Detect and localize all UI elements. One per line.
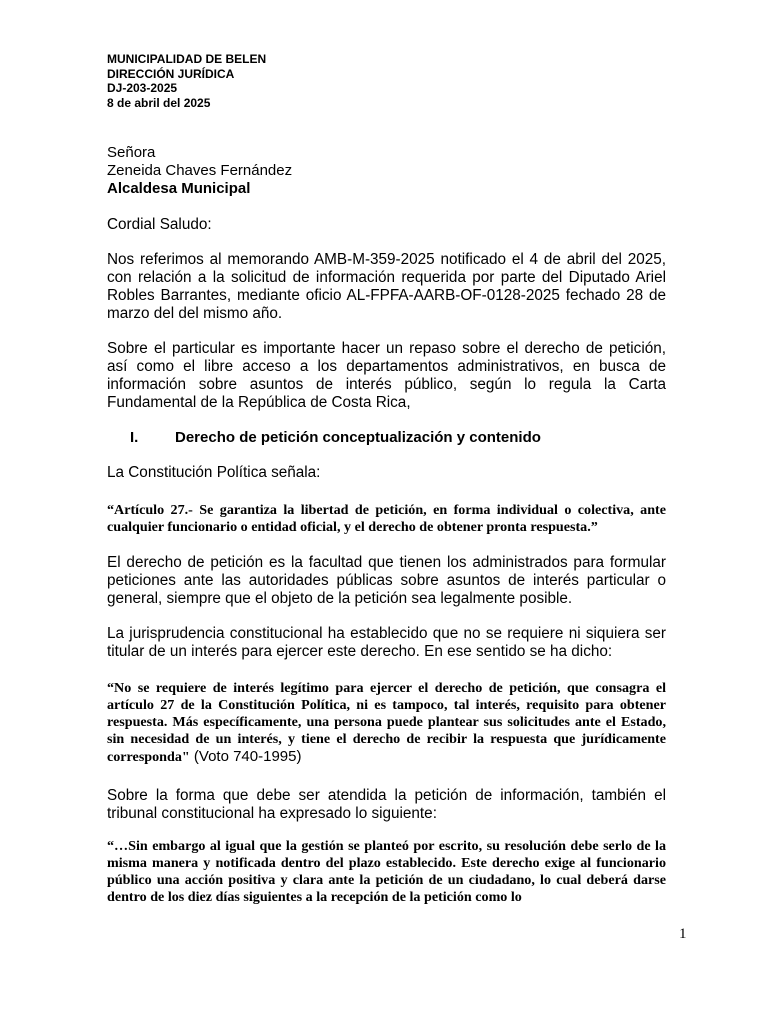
recipient-name: Zeneida Chaves Fernández	[107, 162, 293, 179]
section-heading	[130, 429, 541, 447]
paragraph-jurisprudence: La jurisprudencia constitucional ha establecido que no se requiere ni siquiera ser titular de un interés para ejercer este derecho. En ese sentido se ha dicho:	[107, 625, 666, 660]
paragraph-constitution: La Constitución Política señala:	[107, 464, 321, 481]
recipient-block	[107, 144, 292, 198]
institution-name: MUNICIPALIDAD DE BELEN	[107, 52, 267, 66]
quote-resolution: “…Sin embargo al igual que la gestión se planteó por escrito, su resolución debe serlo de la misma manera y notificada dentro del plazo establecido. Este derecho exige al funcionario público una acción positiva y clara ante la petición de un ciudadano, lo cual deberá darse dentro de los diez días siguientes a la recepción de la petición como lo	[107, 838, 666, 905]
section-number: I.	[130, 429, 139, 446]
recipient-title: Señora	[107, 144, 156, 161]
paragraph-intro: Sobre el particular es importante hacer un repaso sobre el derecho de petición, así como el libre acceso a los departamentos administrativos, en busca de información sobre asuntos de interés público, según lo regula la Carta Fundamental de la República de Costa Rica,	[107, 340, 666, 411]
quote-voto-citation: (Voto 740-1995)	[189, 748, 302, 765]
quote-voto-text: “No se requiere de interés legítimo para ejercer el derecho de petición, que consagra el artículo 27 de la Constitución Política, ni es tampoco, tal interés, requisito para obtener respuesta. Más específicamente, una persona puede plantear sus solicitudes ante el Estado, sin necesidad de un interés, y tiene el derecho de recibir la respuesta que jurídicamente corresponda"	[107, 680, 666, 765]
reference-number: DJ-203-2025	[107, 81, 178, 95]
quote-voto	[107, 680, 666, 766]
paragraph-reference: Nos referimos al memorando AMB-M-359-2025 notificado el 4 de abril del 2025, con relación a la solicitud de información requerida por parte del Diputado Ariel Robles Barrantes, mediante oficio AL-FPFA-AARB-OF-0128-2025 fechado 28 de marzo del del mismo año.	[107, 251, 666, 322]
department-name: DIRECCIÓN JURÍDICA	[107, 66, 235, 81]
paragraph-definition: El derecho de petición es la facultad que tienen los administrados para formular peticiones ante las autoridades públicas sobre asuntos de interés particular o general, siempre que el objeto de la petición sea legalmente posible.	[107, 554, 666, 607]
section-title: Derecho de petición conceptualización y contenido	[175, 429, 541, 446]
letter-header	[107, 52, 266, 110]
letter-date: 8 de abril del 2025	[107, 95, 211, 110]
page-number: 1	[679, 926, 687, 942]
recipient-position: Alcaldesa Municipal	[107, 180, 251, 197]
greeting: Cordial Saludo:	[107, 216, 212, 233]
quote-article-27: “Artículo 27.- Se garantiza la libertad de petición, en forma individual o colectiva, ante cualquier funcionario o entidad oficial, y el derecho de obtener pronta respuesta.”	[107, 502, 666, 535]
paragraph-tribunal: Sobre la forma que debe ser atendida la petición de información, también el tribunal constitucional ha expresado lo siguiente:	[107, 787, 666, 822]
